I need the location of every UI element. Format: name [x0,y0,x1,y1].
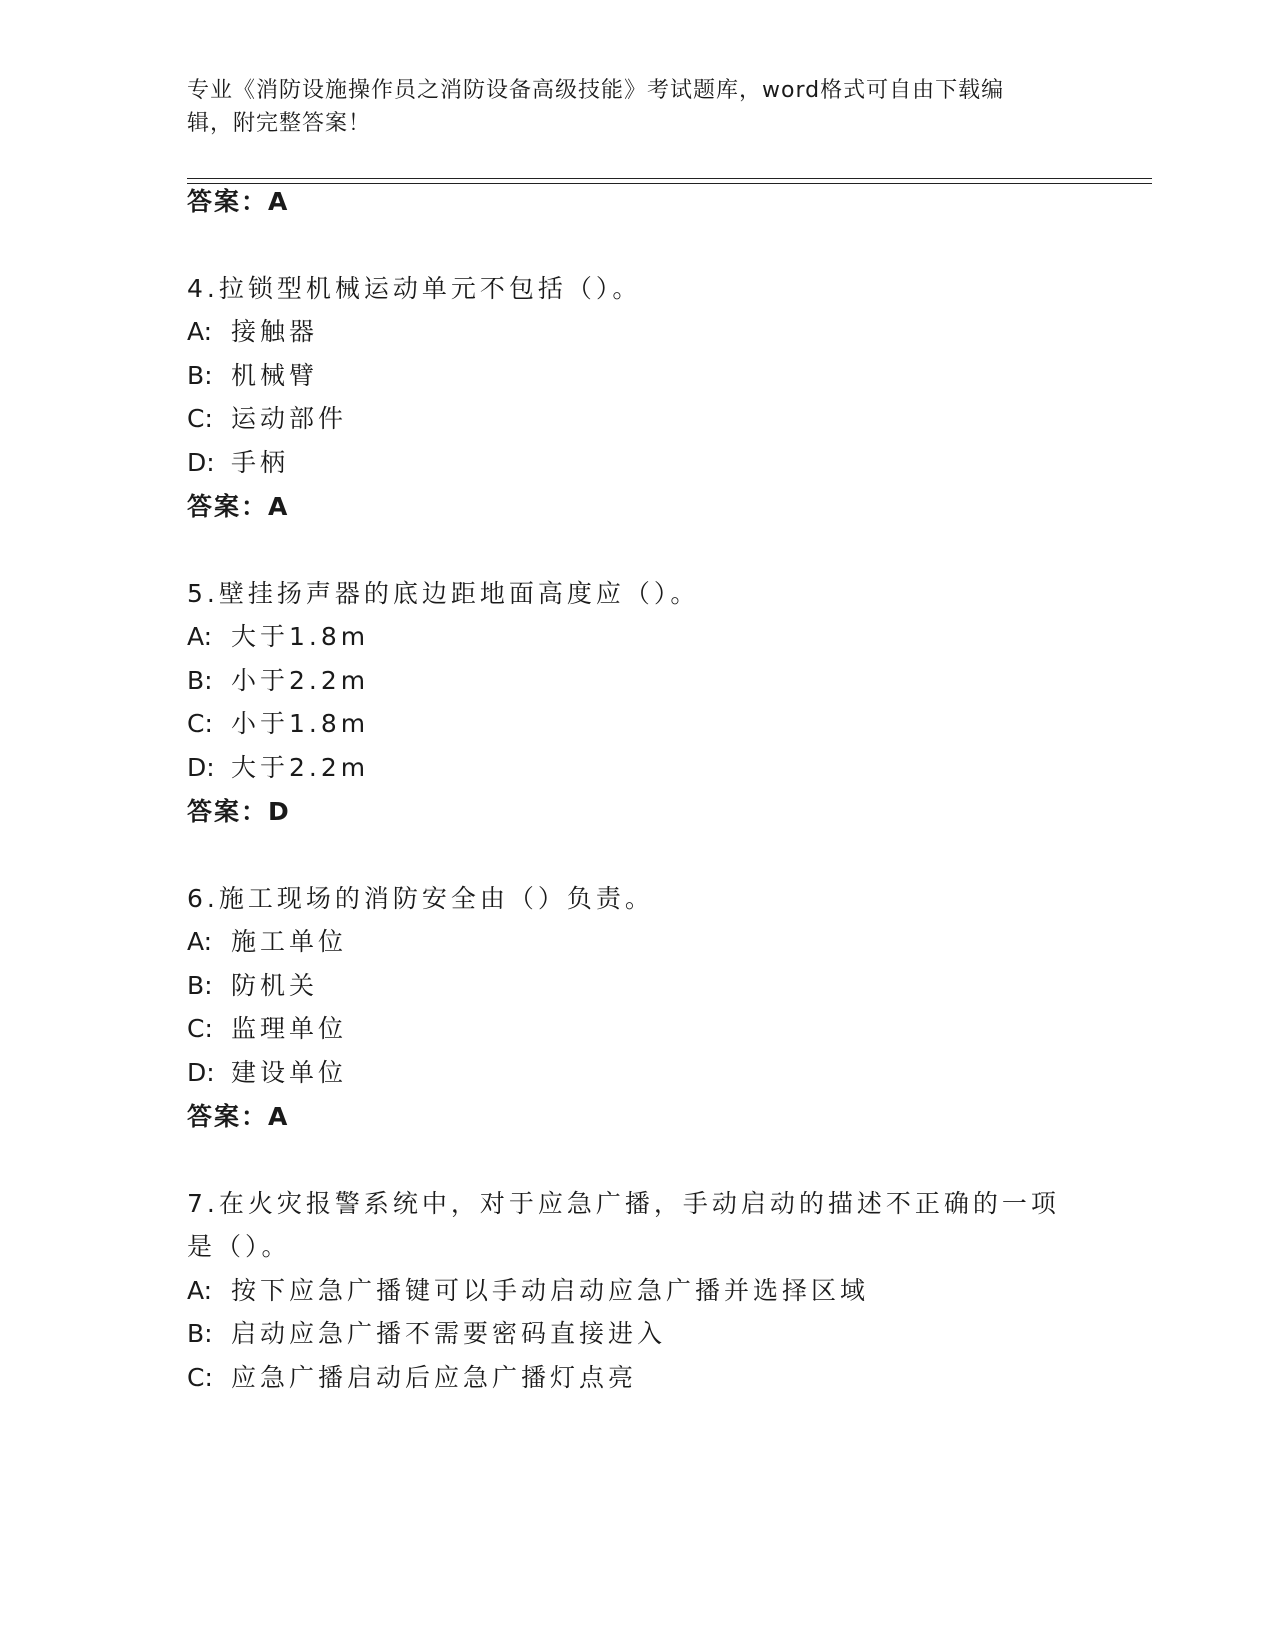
option-text: 施工单位 [231,927,348,956]
option-label: B: [187,971,213,1000]
header-line-2: 辑，附完整答案！ [187,111,372,136]
option-label: A: [187,622,213,651]
option-text: 机械臂 [231,361,319,390]
question-option [187,1361,637,1395]
question-option [187,402,347,436]
option-text: 监理单位 [231,1014,348,1043]
document-header [187,74,1067,140]
option-label: B: [187,361,213,390]
option-text: 按下应急广播键可以手动启动应急广播并选择区域 [231,1276,870,1305]
question-answer: 答案：A [187,492,290,521]
option-label: D: [187,448,215,477]
option-label: B: [187,666,213,695]
question-stem: 6.施工现场的消防安全由（）负责。 [187,884,654,913]
option-label: A: [187,927,213,956]
option-text: 大于2.2m [231,753,370,782]
question-stem: 7.在火灾报警系统中，对于应急广播，手动启动的描述不正确的一项 [187,1189,1060,1218]
question-option [187,620,369,654]
question-option [187,969,318,1003]
option-text: 接触器 [231,317,319,346]
option-label: A: [187,317,213,346]
option-text: 防机关 [231,971,319,1000]
question-stem-continued: 是（）。 [187,1232,291,1261]
question-option [187,751,369,785]
question-option [187,664,369,698]
question-option [187,1274,869,1308]
question-answer: 答案：D [187,797,291,826]
option-text: 应急广播启动后应急广播灯点亮 [231,1363,638,1392]
option-text: 小于1.8m [231,709,370,738]
question-option [187,446,289,480]
question-stem: 4.拉锁型机械运动单元不包括（）。 [187,274,642,303]
option-text: 运动部件 [231,404,348,433]
option-text: 建设单位 [231,1058,348,1087]
question-answer: 答案：A [187,1102,290,1131]
option-text: 手柄 [231,448,290,477]
question-option [187,315,318,349]
option-label: B: [187,1319,213,1348]
option-text: 启动应急广播不需要密码直接进入 [231,1319,667,1348]
header-divider-bottom [187,183,1152,184]
option-label: C: [187,1014,213,1043]
option-label: C: [187,404,213,433]
option-text: 大于1.8m [231,622,370,651]
question-option [187,1012,347,1046]
option-label: C: [187,1363,213,1392]
header-line-1: 专业《消防设施操作员之消防设备高级技能》考试题库，word格式可自由下载编 [187,78,1005,103]
option-label: A: [187,1276,213,1305]
question-option [187,925,347,959]
question-option [187,359,318,393]
option-label: D: [187,1058,215,1087]
header-divider-top [187,178,1152,179]
option-label: D: [187,753,215,782]
question-stem: 5.壁挂扬声器的底边距地面高度应（）。 [187,579,700,608]
option-text: 小于2.2m [231,666,370,695]
answer-previous: 答案：A [187,187,290,216]
question-option [187,707,369,741]
question-option [187,1056,347,1090]
question-option [187,1317,666,1351]
option-label: C: [187,709,213,738]
